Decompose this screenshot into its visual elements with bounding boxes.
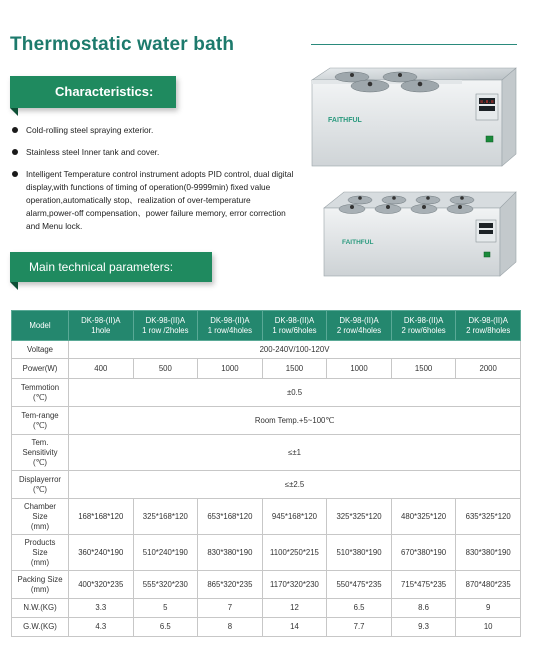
banner-fold <box>10 282 18 290</box>
table-row <box>12 618 521 637</box>
power-switch-icon <box>484 252 490 257</box>
display-reading: 8.8.8 <box>480 100 494 105</box>
table-cell: 400 <box>69 359 134 379</box>
table-cell: 945*168*120 <box>262 499 327 535</box>
table-cell: 360*240*190 <box>69 535 134 571</box>
power-switch-icon <box>486 136 493 142</box>
table-cell: 12 <box>262 599 327 618</box>
table-cell: 1500 <box>391 359 456 379</box>
table-row <box>12 341 521 359</box>
table-body <box>12 341 521 637</box>
table-cell: 715*475*235 <box>391 571 456 599</box>
table-cell-merged: Room Temp.+5~100℃ <box>69 407 521 435</box>
table-cell-merged: ≤±1 <box>69 435 521 471</box>
feature-text: Intelligent Temperature control instrument adopts PID control, dual digital display,with functions of timing of operation(0-9999min) fixed value operation,automatically stop、realization of over-temperature alarm,power-off compensation、power failure memory, error correction and Menu lock. <box>26 169 294 231</box>
brand-label: FAITHFUL <box>328 117 362 124</box>
table-cell: 480*325*120 <box>391 499 456 535</box>
table-cell: 325*168*120 <box>133 499 198 535</box>
table-cell: 830*380*190 <box>198 535 263 571</box>
table-row <box>12 379 521 407</box>
table-cell: 500 <box>133 359 198 379</box>
row-label: Chamber Size (mm) <box>12 499 69 535</box>
table-cell: 3.3 <box>69 599 134 618</box>
table-cell: 865*320*235 <box>198 571 263 599</box>
brand-label: FAITHFUL <box>342 239 374 246</box>
row-label: Packing Size (mm) <box>12 571 69 599</box>
table-cell: 14 <box>262 618 327 637</box>
table-cell: 670*380*190 <box>391 535 456 571</box>
table-row <box>12 471 521 499</box>
table-cell: 550*475*235 <box>327 571 392 599</box>
water-bath-4-hole-image <box>308 64 520 168</box>
feature-text: Stainless steel Inner tank and cover. <box>26 147 160 157</box>
row-label: Products Size (mm) <box>12 535 69 571</box>
row-label: N.W.(KG) <box>12 599 69 618</box>
bullet-icon <box>12 149 18 155</box>
table-cell: 830*380*190 <box>456 535 521 571</box>
table-cell: 5 <box>133 599 198 618</box>
table-cell: 400*320*235 <box>69 571 134 599</box>
row-label: Temmotion (℃) <box>12 379 69 407</box>
specifications-table <box>11 310 521 637</box>
header-cell-model-variant: DK-98-(II)A 1 row/4holes <box>198 311 263 341</box>
table-cell: 1000 <box>198 359 263 379</box>
row-label: Tem. Sensitivity (℃) <box>12 435 69 471</box>
row-label: Tem-range (℃) <box>12 407 69 435</box>
table-cell: 168*168*120 <box>69 499 134 535</box>
table-row <box>12 535 521 571</box>
table-cell: 8.6 <box>391 599 456 618</box>
header-cell-model-variant: DK-98-(II)A 1hole <box>69 311 134 341</box>
table-cell: 555*320*230 <box>133 571 198 599</box>
characteristics-banner <box>10 76 176 108</box>
table-cell: 325*325*120 <box>327 499 392 535</box>
header-cell-model-variant: DK-98-(II)A 2 row/8holes <box>456 311 521 341</box>
row-label: Voltage <box>12 341 69 359</box>
table-cell: 9.3 <box>391 618 456 637</box>
table-cell: 7 <box>198 599 263 618</box>
table-cell-merged: ±0.5 <box>69 379 521 407</box>
table-row <box>12 359 521 379</box>
table-cell: 2000 <box>456 359 521 379</box>
table-cell: 6.5 <box>327 599 392 618</box>
table-cell: 653*168*120 <box>198 499 263 535</box>
table-row <box>12 435 521 471</box>
feature-text: Cold-rolling steel spraying exterior. <box>26 125 154 135</box>
header-cell-model-variant: DK-98-(II)A 1 row /2holes <box>133 311 198 341</box>
water-bath-8-hole-image <box>320 186 520 278</box>
table-cell: 10 <box>456 618 521 637</box>
table-cell: 870*480*235 <box>456 571 521 599</box>
header-cell-model-variant: DK-98-(II)A 2 row/4holes <box>327 311 392 341</box>
table-row <box>12 571 521 599</box>
table-cell: 510*240*190 <box>133 535 198 571</box>
table-cell: 1500 <box>262 359 327 379</box>
bullet-icon <box>12 127 18 133</box>
table-cell-merged: ≤±2.5 <box>69 471 521 499</box>
page-title: Thermostatic water bath <box>10 34 235 55</box>
title-divider <box>311 44 517 45</box>
table-cell: 6.5 <box>133 618 198 637</box>
header-cell-model-variant: DK-98-(II)A 2 row/6holes <box>391 311 456 341</box>
row-label: G.W.(KG) <box>12 618 69 637</box>
table-cell: 1170*320*230 <box>262 571 327 599</box>
feature-item <box>12 168 298 233</box>
table-cell: 8 <box>198 618 263 637</box>
feature-item <box>12 146 302 159</box>
bullet-icon <box>12 171 18 177</box>
row-label: Power(W) <box>12 359 69 379</box>
table-cell: 1000 <box>327 359 392 379</box>
header-cell-model-variant: DK-98-(II)A 1 row/6holes <box>262 311 327 341</box>
table-row <box>12 499 521 535</box>
table-cell: 635*325*120 <box>456 499 521 535</box>
table-header-row <box>12 311 521 341</box>
table-row <box>12 599 521 618</box>
feature-list <box>12 124 302 242</box>
table-cell: 4.3 <box>69 618 134 637</box>
header-cell-model: Model <box>12 311 69 341</box>
feature-item <box>12 124 302 137</box>
table-cell: 9 <box>456 599 521 618</box>
table-cell: 510*380*190 <box>327 535 392 571</box>
row-label: Displayerror (℃) <box>12 471 69 499</box>
table-cell: 1100*250*215 <box>262 535 327 571</box>
banner-fold <box>10 108 18 116</box>
table-cell: 7.7 <box>327 618 392 637</box>
table-cell-merged: 200-240V/100-120V <box>69 341 521 359</box>
parameters-banner <box>10 252 212 282</box>
table-row <box>12 407 521 435</box>
parameters-heading: Main technical parameters: <box>29 260 174 274</box>
characteristics-heading: Characteristics: <box>55 84 154 99</box>
